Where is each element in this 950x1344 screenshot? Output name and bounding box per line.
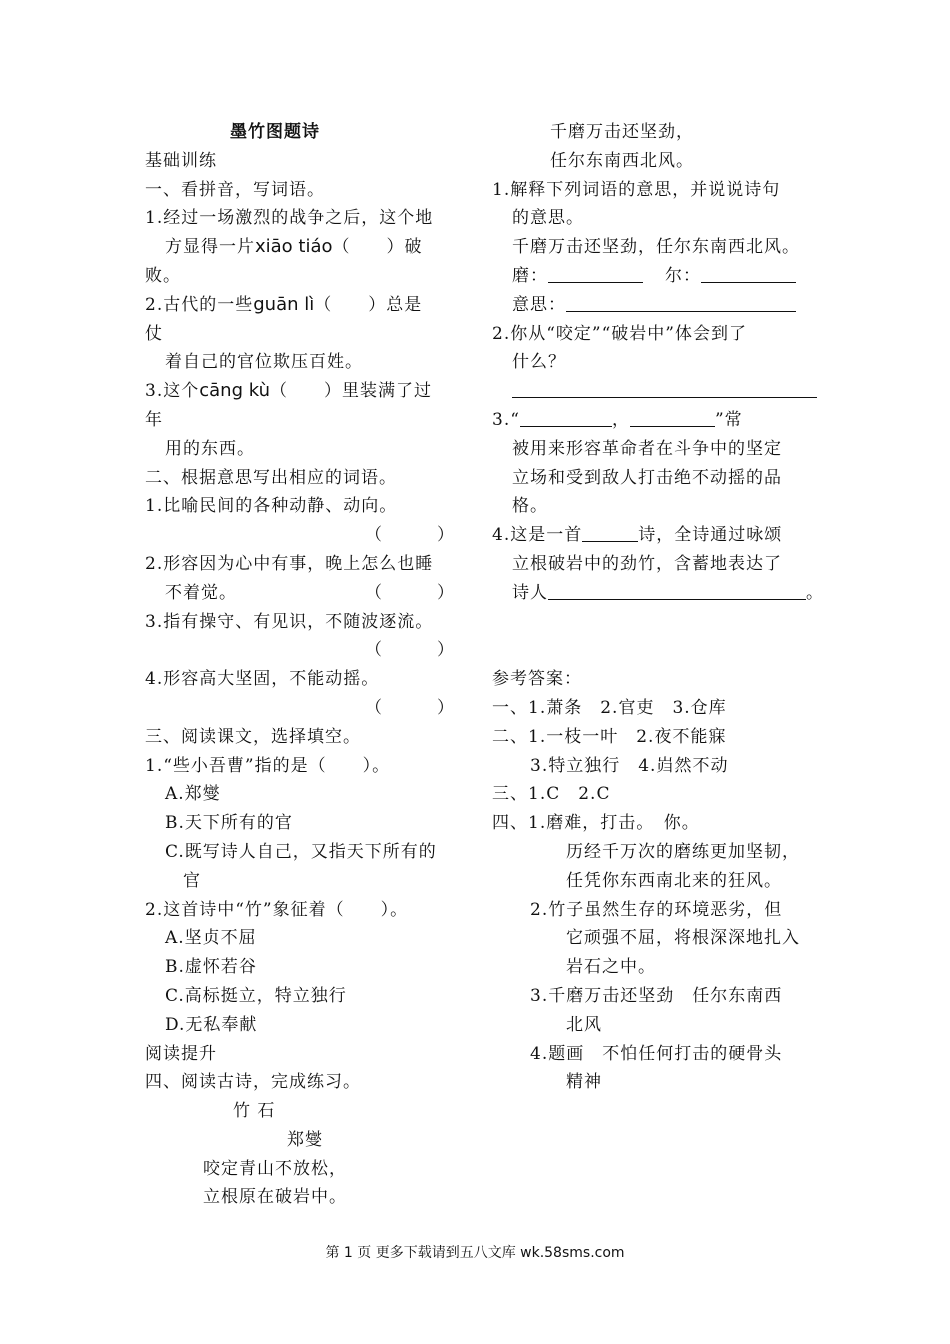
answer-4-4-line2: 精神 — [566, 1072, 602, 1093]
section-basic: 基础训练 — [145, 150, 217, 171]
text: 。 — [806, 582, 824, 603]
q4-line1 — [492, 521, 822, 550]
answer-paren: （ ） — [365, 525, 455, 546]
s2-q2-line2 — [145, 579, 465, 608]
text: “ — [510, 409, 520, 430]
q3-line4: 格。 — [512, 496, 548, 517]
text: 3. — [492, 409, 511, 430]
q2-line1: 2.你从“咬定”“破岩中”体会到了 — [492, 323, 747, 344]
answer-4-2-line2: 它顽强不屈，将根深深地扎入 — [566, 928, 800, 949]
answer-4-2-line1: 2.竹子虽然生存的环境恶劣，但 — [530, 899, 783, 920]
s3-q2-option-d: D.无私奉献 — [165, 1014, 258, 1035]
answer-4: 四、1.磨难，打击。 你。 — [492, 813, 700, 834]
section-3-heading: 三、阅读课文，选择填空。 — [145, 726, 361, 747]
s3-q1: 1.“些小吾曹”指的是（ ）。 — [145, 755, 391, 776]
s1-q2-line3: 着自己的官位欺压百姓。 — [165, 352, 363, 373]
page-footer: 第 1 页 更多下载请到五八文库 wk.58sms.com — [325, 1245, 625, 1261]
answer-4-2-line3: 岩石之中。 — [566, 957, 656, 978]
blank-q3-1 — [520, 408, 612, 427]
q4-line2: 立根破岩中的劲竹，含蓄地表达了 — [512, 553, 782, 574]
text: ， — [611, 409, 630, 430]
s1-q1-line3: 败。 — [145, 265, 181, 286]
label-yisi: 意思： — [512, 294, 566, 315]
pinyin: guān lì — [253, 293, 315, 315]
blank-q2 — [512, 377, 817, 398]
q1-line1: 1.解释下列词语的意思，并说说诗句 — [492, 179, 781, 200]
s3-q2-option-c: C.高标挺立，特立独行 — [165, 985, 347, 1006]
s1-q1-line2 — [145, 233, 465, 262]
s2-q3: 3.指有操守、有见识，不随波逐流。 — [145, 611, 434, 632]
blank-yisi — [566, 293, 796, 312]
s1-q3-line3: 用的东西。 — [165, 438, 255, 459]
text: 不着觉。 — [165, 582, 237, 603]
s2-q3-answer — [145, 636, 465, 665]
q1-line3: 千磨万击还坚劲，任尔东南西北风。 — [512, 237, 800, 258]
s3-q2: 2.这首诗中“竹”象征着（ ）。 — [145, 899, 409, 920]
text: （ ）破 — [332, 237, 423, 258]
text: 诗，全诗通过咏颂 — [638, 525, 783, 546]
text: （ ）总是 — [314, 294, 423, 315]
q4-line3 — [492, 579, 822, 608]
poem-line-3: 千磨万击还坚劲， — [550, 122, 694, 142]
blank-q4-1 — [582, 523, 638, 542]
s1-q2-line2: 仗 — [145, 323, 163, 344]
pinyin: cāng kù — [199, 380, 270, 402]
text: （ ）里装满了过 — [270, 381, 432, 402]
answer-paren: （ ） — [365, 582, 455, 603]
s1-q3-line2: 年 — [145, 409, 163, 430]
answer-3: 三、1.C 2.C — [492, 784, 611, 805]
s1-q2-line1 — [145, 291, 465, 320]
answer-paren: （ ） — [365, 640, 455, 661]
text: 2.古代的一些 — [145, 294, 254, 315]
answer-4-cont1: 历经千万次的磨练更加坚韧， — [566, 841, 800, 862]
q3-line2: 被用来形容革命者在斗争中的坚定 — [512, 438, 782, 459]
s3-q1-option-a: A.郑燮 — [165, 784, 221, 805]
q3-line3: 立场和受到敌人打击绝不动摇的品 — [512, 467, 782, 488]
poem-author: 郑燮 — [287, 1129, 323, 1150]
text: 4.这是一首 — [492, 525, 583, 546]
label-mo: 磨： — [512, 265, 548, 286]
blank-er — [701, 264, 796, 283]
left-column — [145, 118, 465, 1212]
right-column — [492, 118, 822, 1097]
answer-4-cont2: 任凭你东西南北来的狂风。 — [566, 870, 782, 891]
blank-q3-2 — [630, 408, 715, 427]
section-1-heading: 一、看拼音，写词语。 — [145, 179, 325, 200]
pinyin: xiāo tiáo — [255, 236, 333, 258]
q2-answer-line — [492, 377, 822, 406]
s3-q1-option-c-cont: 官 — [183, 870, 201, 891]
s3-q1-option-c: C.既写诗人自己，又指天下所有的 — [165, 841, 437, 862]
s2-q2-line1: 2.形容因为心中有事，晚上怎么也睡 — [145, 553, 434, 574]
section-4-heading: 四、阅读古诗，完成练习。 — [145, 1072, 361, 1093]
spacer-line — [492, 608, 822, 637]
answers-heading: 参考答案： — [492, 669, 582, 690]
answer-2: 二、1.一枝一叶 2.夜不能寐 — [492, 726, 727, 747]
answer-paren: （ ） — [365, 697, 455, 718]
answer-4-3-line1: 3.千磨万击还坚劲 任尔东南西 — [530, 985, 783, 1006]
q1-line4 — [492, 262, 822, 291]
poem-line-1: 咬定青山不放松， — [203, 1158, 347, 1179]
blank-mo — [548, 264, 643, 283]
answer-4-3-line2: 北风 — [566, 1014, 602, 1035]
text: ”常 — [714, 409, 743, 430]
poem-title: 竹 石 — [233, 1101, 276, 1122]
s2-q1-answer — [145, 521, 465, 550]
q2-line2: 什么？ — [512, 352, 566, 373]
s1-q1-line1: 1.经过一场激烈的战争之后，这个地 — [145, 208, 434, 229]
spacer-line — [492, 636, 822, 665]
poem-line-4: 任尔东南西北风。 — [550, 150, 694, 171]
answer-2-cont: 3.特立独行 4.岿然不动 — [530, 755, 729, 776]
s2-q4: 4.形容高大坚固，不能动摇。 — [145, 669, 380, 690]
s3-q2-option-a: A.坚贞不屈 — [165, 928, 257, 949]
poem-line-2: 立根原在破岩中。 — [203, 1187, 347, 1208]
section-2-heading: 二、根据意思写出相应的词语。 — [145, 467, 397, 488]
text: 方显得一片 — [165, 237, 255, 258]
q1-line5 — [492, 291, 822, 320]
s3-q1-option-b: B.天下所有的官 — [165, 813, 293, 834]
q1-line2: 的意思。 — [512, 208, 584, 229]
s1-q3-line1 — [145, 377, 465, 406]
text: 诗人 — [512, 582, 548, 603]
q3-line1 — [492, 406, 822, 435]
answer-4-4-line1: 4.题画 不怕任何打击的硬骨头 — [530, 1043, 783, 1064]
blank-q4-2 — [548, 581, 806, 600]
s2-q4-answer — [145, 694, 465, 723]
page-title: 墨竹图题诗 — [230, 122, 320, 142]
s3-q2-option-b: B.虚怀若谷 — [165, 957, 257, 978]
answer-1: 一、1.萧条 2.官吏 3.仓库 — [492, 697, 727, 718]
s2-q1: 1.比喻民间的各种动静、动向。 — [145, 496, 398, 517]
label-er: 尔： — [665, 265, 701, 286]
text: 3.这个 — [145, 381, 200, 402]
section-improve: 阅读提升 — [145, 1043, 217, 1064]
